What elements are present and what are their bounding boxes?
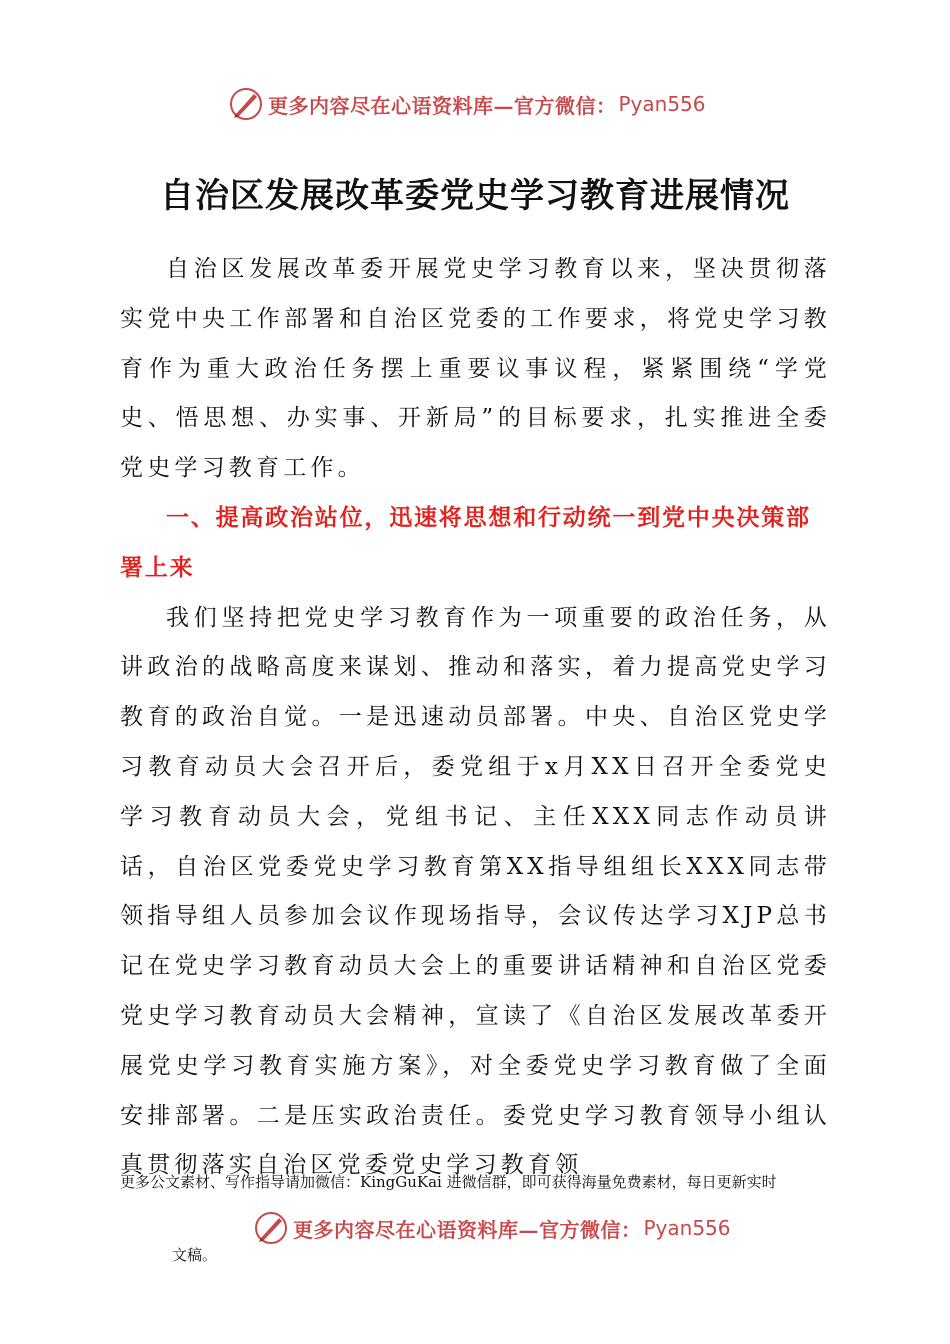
footer-note-tail: 文稿。 (172, 1246, 218, 1264)
watermark-top (228, 86, 706, 122)
section-1-paragraph: 我们坚持把党史学习教育作为一项重要的政治任务，从讲政治的战略高度来谋划、推动和落实，着力提高党史学习教育的政治自觉。一是迅速动员部署。中央、自治区党史学习教育动员大会召开后，委党组于x月XX日召开全委党史学习教育动员大会，党组书记、主任XXX同志作动员讲话，自治区党委党史学习教育第XX指导组组长XXX同志带领指导组人员参加会议作现场指导，会议传达学习XJP总书记在党史学习教育动员大会上的重要讲话精神和自治区党委党史学习教育动员大会精神，宣读了《自治区发展改革委开展党史学习教育实施方案》，对全委党史学习教育做了全面安排部署。二是压实政治责任。委党史学习教育领导小组认真贯彻落实自治区党委党史学习教育领 (120, 604, 831, 1179)
document-body (120, 245, 831, 1191)
pen-logo-icon (253, 1210, 289, 1246)
section-1-heading: 一、提高政治站位，迅速将思想和行动统一到党中央决策部署上来 (120, 504, 811, 581)
intro-paragraph: 自治区发展改革委开展党史学习教育以来，坚决贯彻落实党中央工作部署和自治区党委的工作要求，将党史学习教育作为重大政治任务摆上重要议事议程，紧紧围绕“学党史、悟思想、办实事、开新局”的目标要求，扎实推进全委党史学习教育工作。 (120, 256, 831, 482)
watermark-wechat-id: Pyan556 (618, 92, 706, 116)
document-title: 自治区发展改革委党史学习教育进展情况 (160, 176, 790, 216)
footer-note: 更多公文素材、写作指导请加微信：KingGuKai 进微信群，即可获得海量免费素材，每日更新实时 (120, 1173, 777, 1191)
pen-logo-icon (228, 86, 264, 122)
watermark-wechat-id: Pyan556 (643, 1216, 731, 1240)
watermark-bottom (253, 1210, 731, 1246)
watermark-text: 更多内容尽在心语资料库—官方微信： (293, 1217, 642, 1242)
watermark-text: 更多内容尽在心语资料库—官方微信： (268, 93, 617, 118)
